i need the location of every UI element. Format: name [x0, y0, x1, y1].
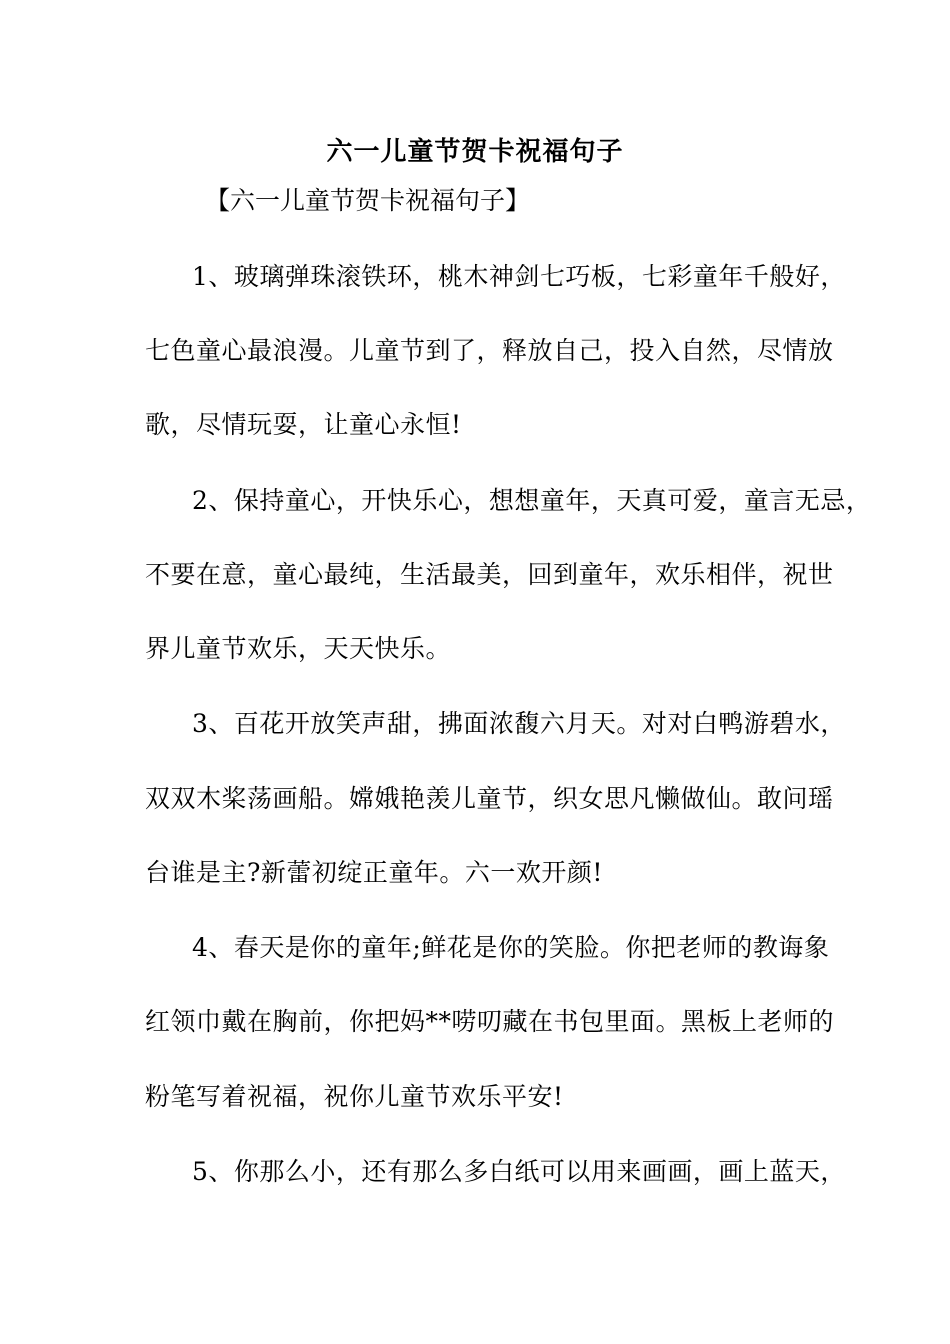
text-line: 歌，尽情玩耍，让童心永恒!	[145, 410, 462, 439]
text-line: 红领巾戴在胸前，你把妈**唠叨藏在书包里面。黑板上老师的	[145, 1007, 835, 1036]
text-line: 双双木桨荡画船。嫦娥艳羡儿童节，织女思凡懒做仙。敢问瑶	[145, 784, 834, 813]
text-line: 粉笔写着祝福，祝你儿童节欢乐平安!	[145, 1082, 564, 1111]
text-line: 4、春天是你的童年;鲜花是你的笑脸。你把老师的教诲象	[192, 933, 830, 962]
subheading: 【六一儿童节贺卡祝福句子】	[205, 186, 531, 215]
text-line: 5、你那么小，还有那么多白纸可以用来画画，画上蓝天，	[192, 1157, 846, 1186]
text-line: 七色童心最浪漫。儿童节到了，释放自己，投入自然，尽情放	[145, 336, 834, 365]
page-title: 六一儿童节贺卡祝福句子	[326, 137, 624, 167]
text-line: 界儿童节欢乐，天天快乐。	[145, 634, 452, 663]
text-line: 台谁是主?新蕾初绽正童年。六一欢开颜!	[145, 858, 603, 887]
text-line: 2、保持童心，开快乐心，想想童年，天真可爱，童言无忌，	[192, 486, 872, 515]
text-line: 3、百花开放笑声甜，拂面浓馥六月天。对对白鸭游碧水，	[192, 709, 846, 738]
text-line: 不要在意，童心最纯，生活最美，回到童年，欢乐相伴，祝世	[145, 560, 834, 589]
text-line: 1、玻璃弹珠滚铁环，桃木神剑七巧板，七彩童年千般好，	[192, 262, 846, 291]
